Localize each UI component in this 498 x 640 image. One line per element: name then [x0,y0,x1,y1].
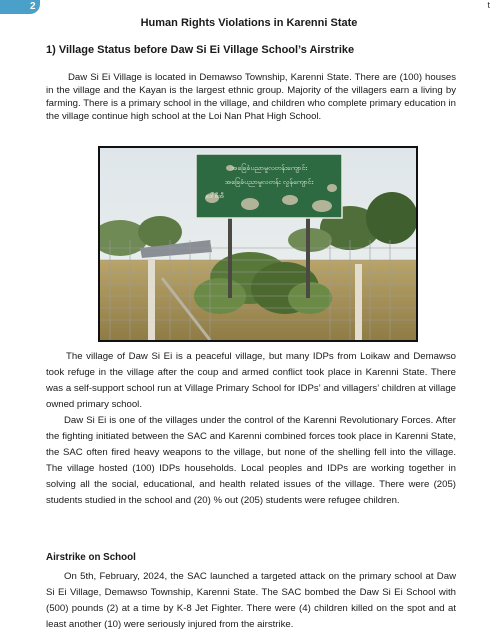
sign-post-left [228,208,232,298]
paragraph-1: Daw Si Ei Village is located in Demawso Township, Karenni State. There are (100) houses in the village and the Kayan is the largest ethnic group. Majority of the villagers earn a living by farming. There is a primary school in the village, and children who complete primary education in the village continue high school at the Loi Nan Phat High School. [46,72,456,122]
paragraph-2: The village of Daw Si Ei is a peaceful village, but many IDPs from Loikaw and Demawso took refuge in the village after the coup and armed conflict took place in Karenni State. There was a self-support school run at Village Primary School for IDPs’ and villagers’ children at village owned primary school. [46,351,456,410]
sign-line-1: အခြေခံပညာမူလတန်းကျောင်း [230,164,308,172]
paragraph-4: On 5th, February, 2024, the SAC launched a targeted attack on the primary school at Daw Si Ei Village, Demawso Township, Karenni State. The SAC bombed the Daw Si Ei School with (500) pounds (2) at a time by K-8 Jet Fighter. There were (4) children killed on the spot and at least another (10) were seriously injured from the airstrike. [46,571,456,630]
corner-mark: t [487,0,490,10]
page-number-badge [0,0,40,14]
section-heading: 1) Village Status before Daw Si Ei Village School’s Airstrike [46,44,355,56]
sign-line-2: အခြေခံပညာမူလတန်း လွန်ကျောင်း [224,178,314,186]
fence-post-left [148,260,155,340]
document-title: Human Rights Violations in Karenni State [140,17,358,29]
photo-illustration [100,148,416,340]
page-number: 2 [30,1,36,12]
airstrike-subheading: Airstrike on School [46,552,136,563]
school-sign-photo [98,146,418,342]
fence-post-right [355,264,362,340]
school-signboard [196,154,342,218]
sign-line-3: ဒေါ်စီအီ [206,193,224,200]
paragraph-3: Daw Si Ei is one of the villages under the control of the Karenni Revolutionary Forces. After the fighting initiated between the SAC and Karenni combined forces took place in Karenni State, the SAC often fired heavy weapons to the village, but none of the shelling fell into the village. The village hosted (100) IDPs households. Local peoples and IDPs are working together in solving all the social, educational, and health related issues of the village. There were (205) students studied in the school and (20) % out (205) students were refugee children. [46,415,456,506]
sign-post-right [306,208,310,298]
